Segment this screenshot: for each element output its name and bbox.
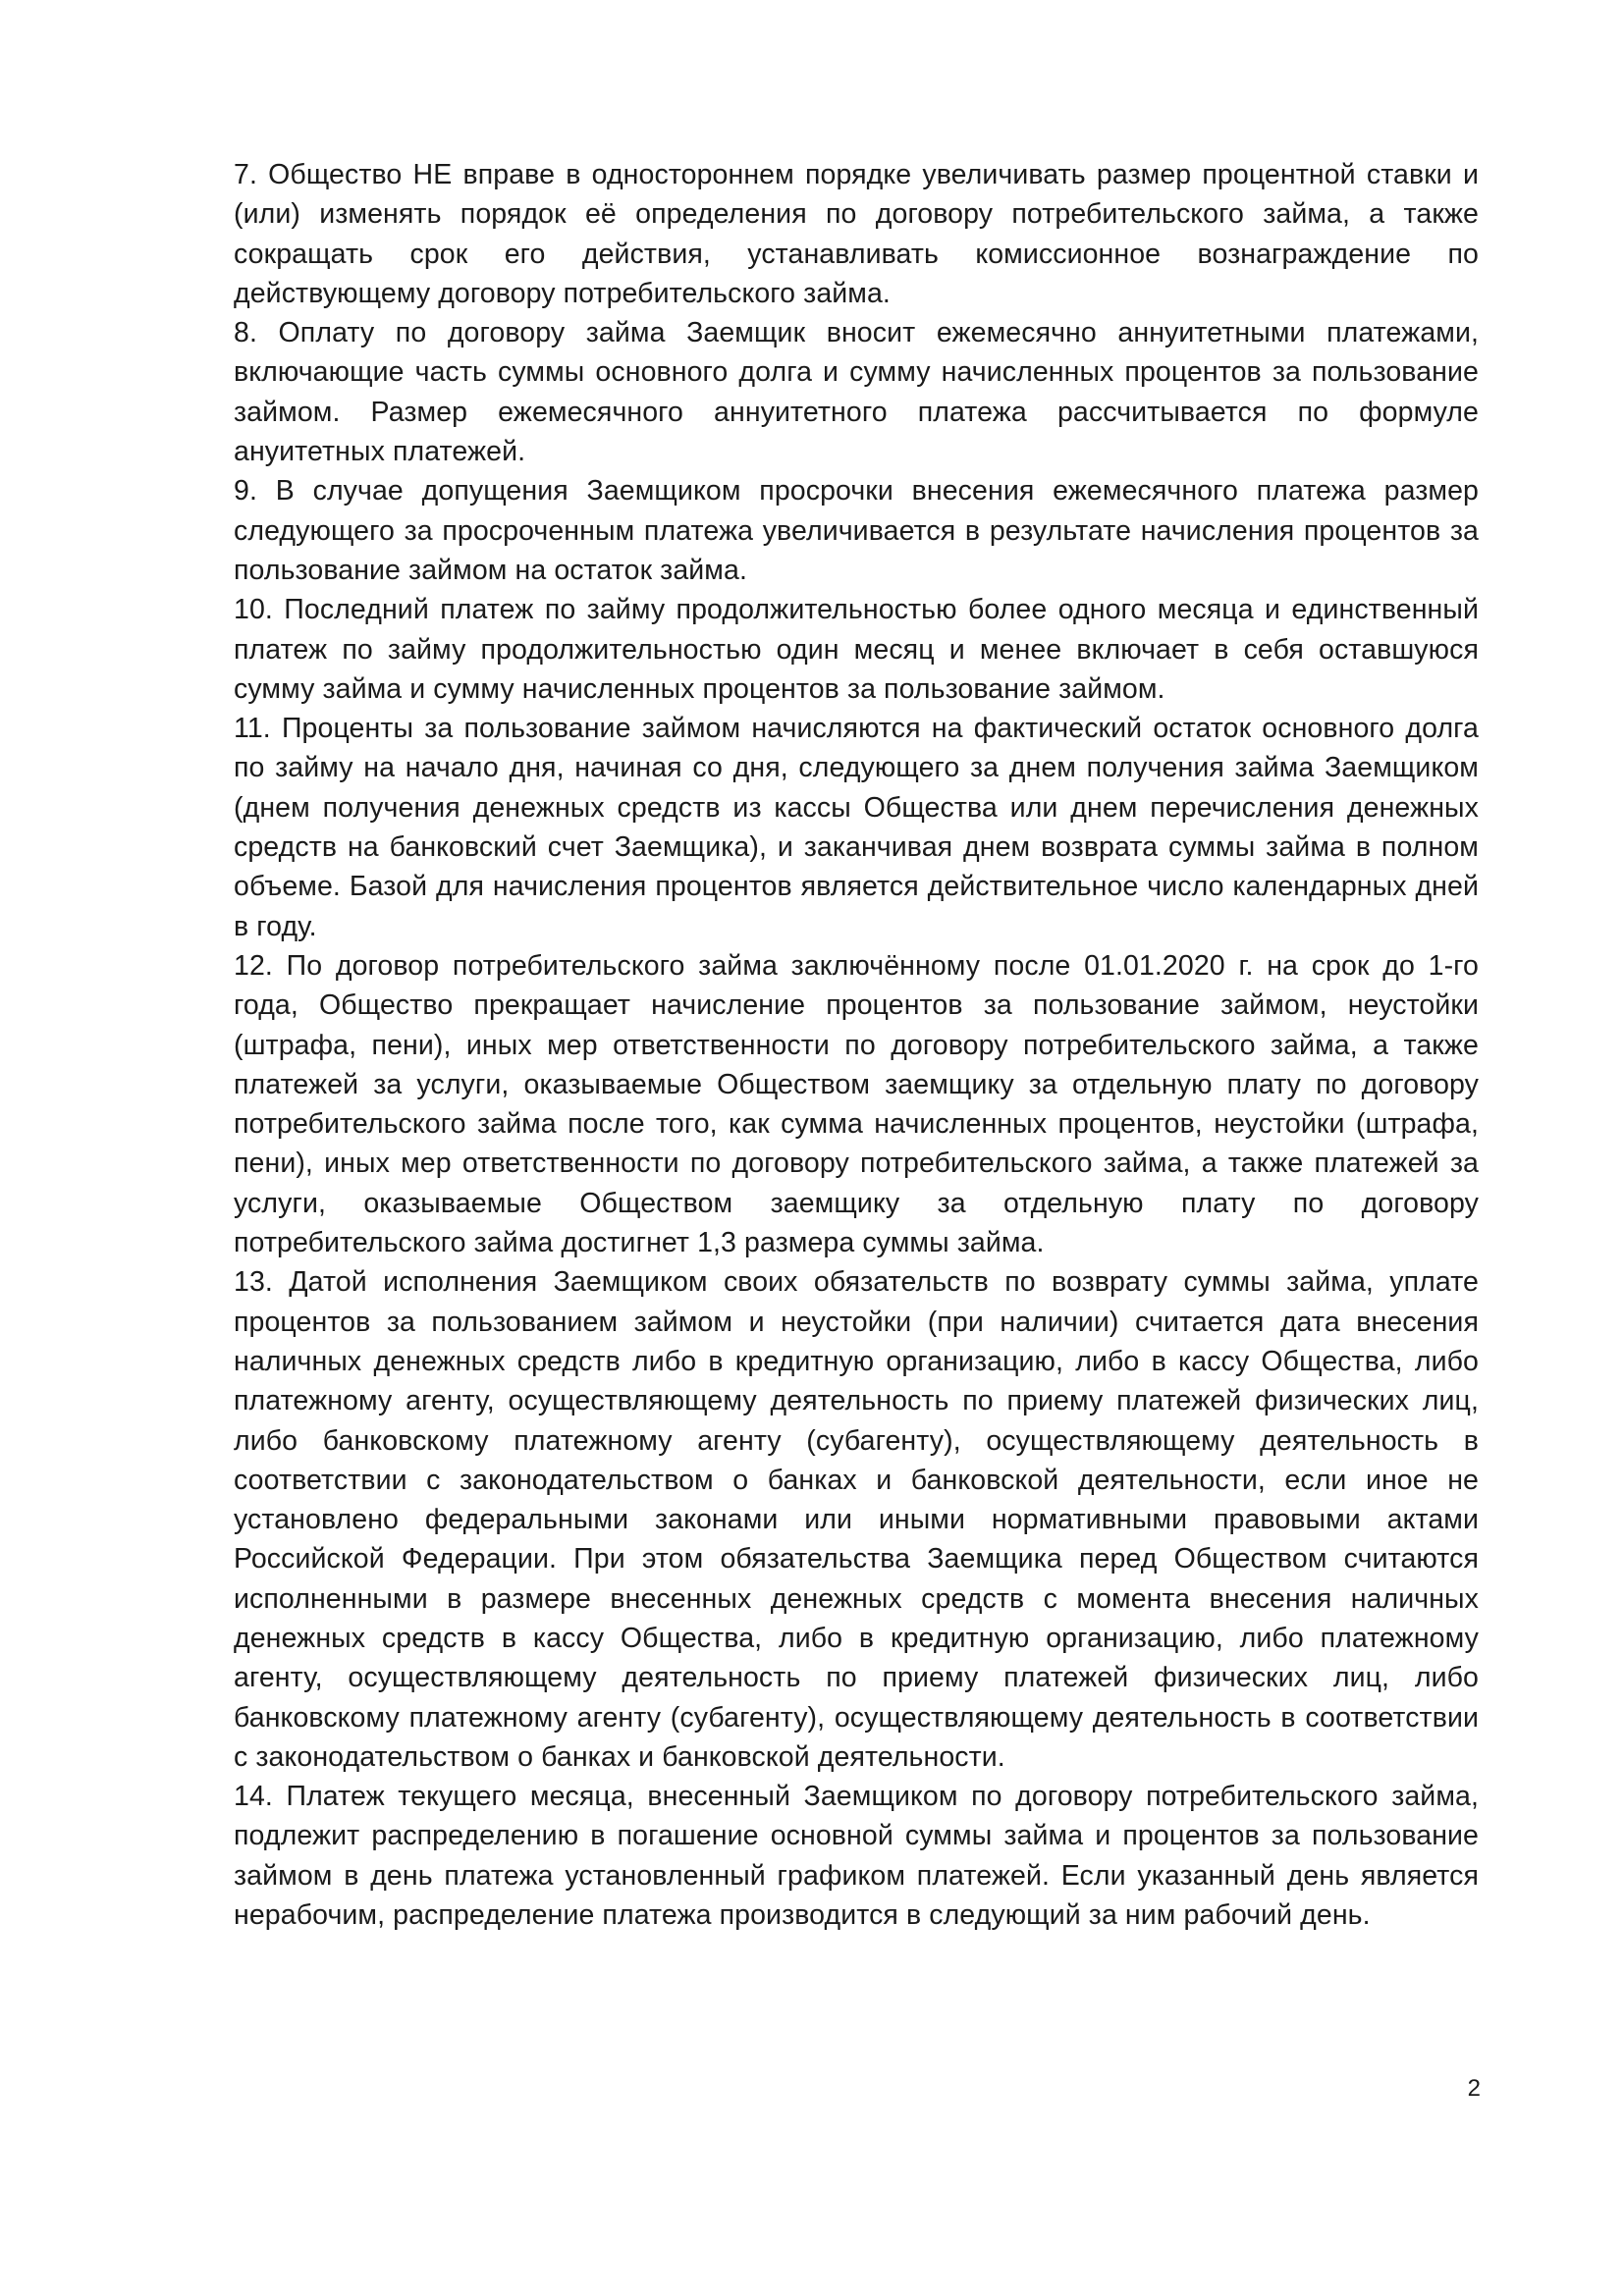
clause-13: 13. Датой исполнения Заемщиком своих обязательств по возврату суммы займа, уплате процентов за пользованием займом и неустойки (при наличии) считается дата внесения наличных денежных средств либо в кредитную организацию, либо в кассу Общества, либо платежному агенту, осуществляющему деятельность по приему платежей физических лиц, либо банковскому платежному агенту (субагенту), осуществляющему деятельность в соответствии с законодательством о банках и банковской деятельности, если иное не установлено федеральными законами или иными нормативными правовыми актами Российской Федерации. При этом обязательства Заемщика перед Обществом считаются исполненными в размере внесенных денежных средств с момента внесения наличных денежных средств в кассу Общества, либо в кредитную организацию, либо платежному агенту, осуществляющему деятельность по приему платежей физических лиц, либо банковскому платежному агенту (субагенту), осуществляющему деятельность в соответствии с законодательством о банках и банковской деятельности. [234,1266,1479,1773]
page-number: 2 [1467,2075,1481,2102]
document-body [234,155,1479,1935]
clause-12: 12. По договор потребительского займа заключённому после 01.01.2020 г. на срок до 1-го года, Общество прекращает начисление процентов за пользование займом, неустойки (штрафа, пени), иных мер ответственности по договору потребительского займа, а также платежей за услуги, оказываемые Обществом заемщику за отдельную плату по договору потребительского займа после того, как сумма начисленных процентов, неустойки (штрафа, пени), иных мер ответственности по договору потребительского займа, а также платежей за услуги, оказываемые Обществом заемщику за отдельную плату по договору потребительского займа достигнет 1,3 размера суммы займа. [234,949,1479,1259]
clause-9: 9. В случае допущения Заемщиком просрочки внесения ежемесячного платежа размер следующего за просроченным платежа увеличивается в результате начисления процентов за пользование займом на остаток займа. [234,475,1479,586]
clause-8: 8. Оплату по договору займа Заемщик вносит ежемесячно аннуитетными платежами, включающие часть суммы основного долга и сумму начисленных процентов за пользование займом. Размер ежемесячного аннуитетного платежа рассчитывается по формуле ануитетных платежей. [234,317,1479,468]
clause-7: 7. Общество НЕ вправе в одностороннем порядке увеличивать размер процентной ставки и (или) изменять порядок её определения по договору потребительского займа, а также сокращать срок его действия, устанавливать комиссионное вознаграждение по действующему договору потребительского займа. [234,159,1479,309]
clause-10: 10. Последний платеж по займу продолжительностью более одного месяца и единственный платеж по займу продолжительностью один месяц и менее включает в себя оставшуюся сумму займа и сумму начисленных процентов за пользование займом. [234,594,1479,705]
clause-14: 14. Платеж текущего месяца, внесенный Заемщиком по договору потребительского займа, подлежит распределению в погашение основной суммы займа и процентов за пользование займом в день платежа установленный графиком платежей. Если указанный день является нерабочим, распределение платежа производится в следующий за ним рабочий день. [234,1781,1479,1932]
clause-11: 11. Проценты за пользование займом начисляются на фактический остаток основного долга по займу на начало дня, начиная со дня, следующего за днем получения займа Заемщиком (днем получения денежных средств из кассы Общества или днем перечисления денежных средств на банковский счет Заемщика), и заканчивая днем возврата суммы займа в полном объеме. Базой для начисления процентов является действительное число календарных дней в году. [234,713,1479,942]
